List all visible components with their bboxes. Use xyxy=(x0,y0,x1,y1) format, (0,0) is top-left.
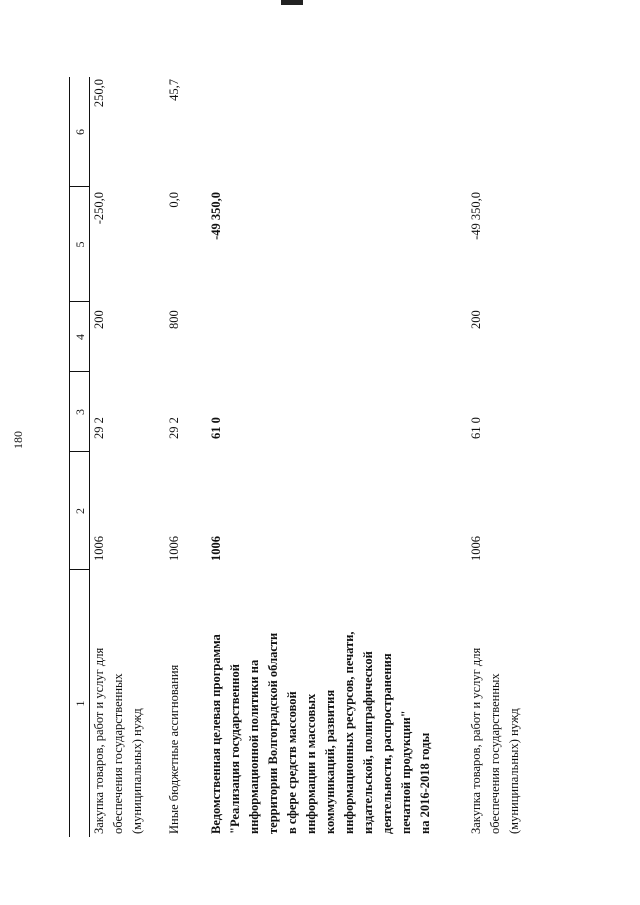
row-2-name-line-0: Ведомственная целевая программа xyxy=(209,634,223,834)
row-2-name xyxy=(207,572,435,834)
row-3-col-3: 61 0 xyxy=(469,417,483,439)
budget-table xyxy=(69,77,607,837)
row-2-col-2: 1006 xyxy=(209,536,223,561)
col-header-3: 3 xyxy=(73,409,87,415)
row-2-name-line-9: деятельности, распространения xyxy=(380,653,394,834)
page-number: 180 xyxy=(11,431,25,449)
col-header-2: 2 xyxy=(73,508,87,514)
row-3-name-line-1: обеспечения государственных xyxy=(488,673,502,834)
row-2-name-line-1: "Реализация государственной xyxy=(228,664,242,834)
row-0-name-line-1: обеспечения государственных xyxy=(111,673,125,834)
table-top-border xyxy=(69,77,70,837)
row-2-name-line-10: печатной продукции" xyxy=(399,710,413,834)
col-header-1: 1 xyxy=(73,700,87,707)
row-3-col-5: -49 350,0 xyxy=(469,192,483,240)
row-0-col-5: -250,0 xyxy=(92,192,106,225)
col-header-6: 6 xyxy=(73,129,87,135)
row-3-name xyxy=(467,572,524,834)
row-0-name-line-0: Закупка товаров, работ и услуг для xyxy=(92,647,106,834)
col-header-4: 4 xyxy=(73,334,87,340)
row-0-col-4: 200 xyxy=(92,310,106,329)
row-2-name-line-3: территории Волгоградской области xyxy=(266,632,280,834)
row-1-col-3: 29 2 xyxy=(167,417,181,439)
row-1-col-6: 45,7 xyxy=(167,79,181,101)
row-3-name-line-2: (муниципальных) нужд xyxy=(507,708,521,834)
row-1-col-4: 800 xyxy=(167,310,181,329)
row-0-name-line-2: (муниципальных) нужд xyxy=(130,708,144,834)
row-1-col-2: 1006 xyxy=(167,536,181,561)
row-0-col-2: 1006 xyxy=(92,536,106,561)
row-2-name-line-6: коммуникаций, развития xyxy=(323,689,337,834)
col-header-5: 5 xyxy=(73,241,87,248)
row-3-col-2: 1006 xyxy=(469,536,483,561)
row-3-col-4: 200 xyxy=(469,310,483,329)
row-2-name-line-7: информационных ресурсов, печати, xyxy=(342,631,356,834)
row-1-name xyxy=(165,572,184,834)
row-0-col-3: 29 2 xyxy=(92,417,106,439)
row-3-name-line-0: Закупка товаров, работ и услуг для xyxy=(469,647,483,834)
row-1-name-line-0: Иные бюджетные ассигнования xyxy=(167,664,181,834)
row-2-name-line-4: в сфере средств массовой xyxy=(285,691,299,834)
row-1-col-5: 0,0 xyxy=(167,192,181,208)
row-2-name-line-8: издательской, полиграфической xyxy=(361,651,375,834)
row-0-name xyxy=(90,572,147,834)
scan-artifact xyxy=(281,0,303,5)
row-0-col-6: 250,0 xyxy=(92,79,106,108)
row-2-col-5: -49 350,0 xyxy=(209,192,223,240)
row-2-col-3: 61 0 xyxy=(209,417,223,439)
row-2-name-line-11: на 2016-2018 годы xyxy=(418,732,432,834)
row-2-name-line-2: информационной политики на xyxy=(247,659,261,834)
row-2-name-line-5: информации и массовых xyxy=(304,693,318,834)
